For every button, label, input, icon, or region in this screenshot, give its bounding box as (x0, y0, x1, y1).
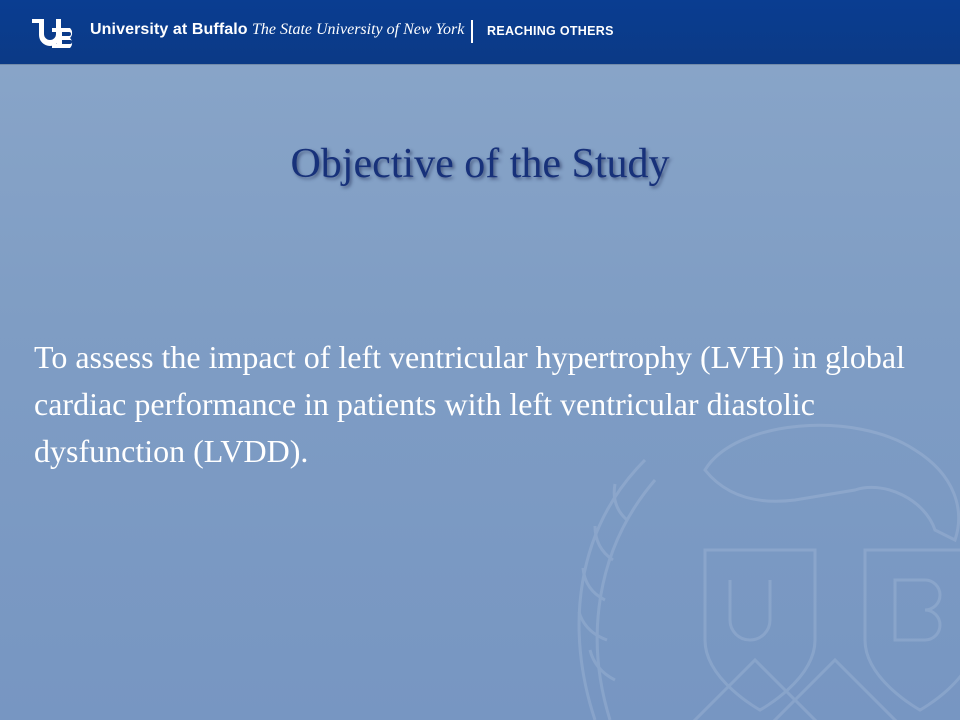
suny-name: The State University of New York (252, 21, 465, 38)
header-divider (471, 20, 473, 43)
university-name: University at Buffalo (90, 21, 248, 38)
slide-body-text: To assess the impact of left ventricular hypertrophy (LVH) in global cardiac performance in patients with left ventricular diastolic dysfunction (LVDD). (34, 339, 906, 469)
slide-title: Objective of the Study (290, 141, 670, 187)
header-tagline: REACHING OTHERS (487, 24, 614, 38)
ub-logo-icon (30, 16, 86, 50)
header-bar (0, 0, 960, 64)
